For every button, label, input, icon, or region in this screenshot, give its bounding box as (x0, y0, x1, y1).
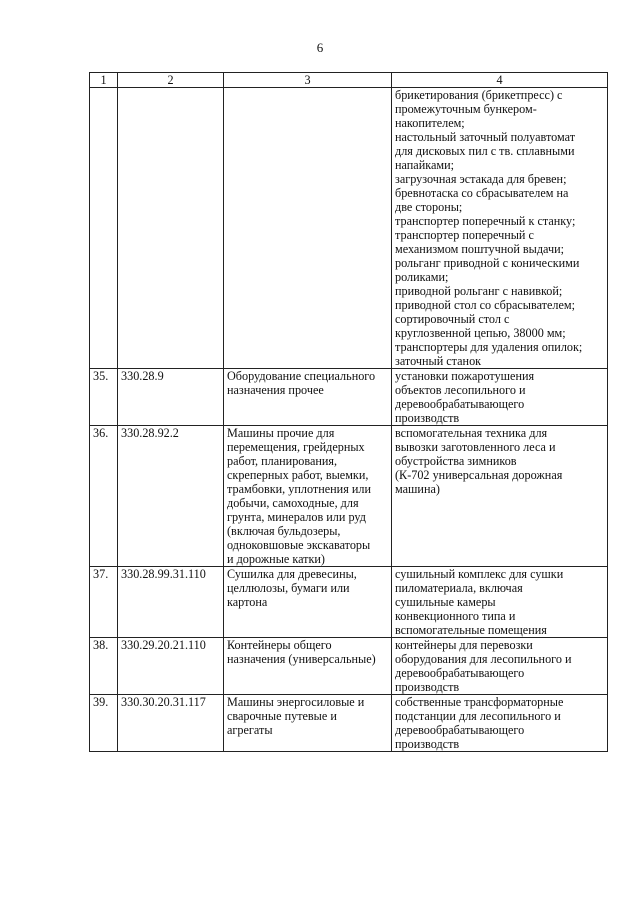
equipment-table (89, 72, 608, 752)
equipment-description-line: транспортер поперечный к станку; (395, 214, 576, 228)
table-header-row (90, 73, 608, 88)
equipment-description-line: конвекционного типа и (395, 609, 516, 623)
equipment-name-line: Машины прочие для (227, 426, 335, 440)
equipment-name-line: (включая бульдозеры, (227, 524, 341, 538)
okof-code: 330.28.92.2 (118, 426, 224, 567)
equipment-description-line: деревообрабатывающего (395, 723, 525, 737)
equipment-name-line: Сушилка для древесины, (227, 567, 357, 581)
equipment-description-line: напайками; (395, 158, 454, 172)
row-number (90, 88, 118, 369)
equipment-description-line: накопителем; (395, 116, 465, 130)
equipment-description-line: вспомогательные помещения (395, 623, 547, 637)
equipment-name-line: Контейнеры общего (227, 638, 332, 652)
equipment-description-line: объектов лесопильного и (395, 383, 526, 397)
equipment-description-line: сушильные камеры (395, 595, 496, 609)
header-col-4: 4 (392, 73, 608, 88)
okof-code: 330.29.20.21.110 (118, 638, 224, 695)
okof-code: 330.28.99.31.110 (118, 567, 224, 638)
table-row (90, 567, 608, 638)
equipment-name (224, 369, 392, 426)
equipment-description-line: оборудования для лесопильного и (395, 652, 572, 666)
equipment-description-line: приводной рольганг с навивкой; (395, 284, 563, 298)
equipment-description-line: две стороны; (395, 200, 463, 214)
equipment-description-line: роликами; (395, 270, 449, 284)
equipment-name-line: одноковшовые экскаваторы (227, 538, 371, 552)
table-row (90, 88, 608, 369)
equipment-description-line: рольганг приводной с коническими (395, 256, 580, 270)
okof-code: 330.28.9 (118, 369, 224, 426)
row-number: 35. (90, 369, 118, 426)
equipment-description-line: заточный станок (395, 354, 482, 368)
equipment-description-line: производств (395, 680, 460, 694)
okof-code: 330.30.20.31.117 (118, 695, 224, 752)
equipment-name-line: назначения прочее (227, 383, 324, 397)
equipment-description-line: собственные трансформаторные (395, 695, 564, 709)
table-row (90, 369, 608, 426)
header-col-1: 1 (90, 73, 118, 88)
table-row (90, 426, 608, 567)
equipment-name-line: целлюлозы, бумаги или (227, 581, 350, 595)
equipment-name-line: Оборудование специального (227, 369, 376, 383)
equipment-name (224, 695, 392, 752)
equipment-description-line: деревообрабатывающего (395, 666, 525, 680)
equipment-description-line: загрузочная эстакада для бревен; (395, 172, 567, 186)
equipment-description-line: для дисковых пил с тв. сплавными (395, 144, 575, 158)
equipment-name (224, 567, 392, 638)
equipment-description-line: брикетирования (брикетпресс) с (395, 88, 563, 102)
equipment-description-line: механизмом поштучной выдачи; (395, 242, 564, 256)
table-body (90, 88, 608, 752)
equipment-name-line: и дорожные катки) (227, 552, 325, 566)
equipment-description-line: настольный заточный полуавтомат (395, 130, 576, 144)
equipment-description-line: круглозвенной цепью, 38000 мм; (395, 326, 566, 340)
equipment-description-line: производств (395, 737, 460, 751)
equipment-description (392, 567, 608, 638)
equipment-name-line: картона (227, 595, 268, 609)
equipment-name-line: грунта, минералов или руд (227, 510, 366, 524)
equipment-name-line: добычи, самоходные, для (227, 496, 359, 510)
table-row (90, 695, 608, 752)
equipment-description-line: сортировочный стол с (395, 312, 510, 326)
equipment-description (392, 88, 608, 369)
equipment-name (224, 638, 392, 695)
equipment-description (392, 426, 608, 567)
equipment-description-line: вспомогательная техника для (395, 426, 548, 440)
equipment-description (392, 695, 608, 752)
equipment-description-line: транспортер поперечный с (395, 228, 534, 242)
equipment-description (392, 638, 608, 695)
row-number: 38. (90, 638, 118, 695)
equipment-description-line: транспортеры для удаления опилок; (395, 340, 583, 354)
equipment-description-line: приводной стол со сбрасывателем; (395, 298, 575, 312)
equipment-description-line: машина) (395, 482, 440, 496)
page-number: 6 (316, 40, 324, 55)
equipment-description-line: установки пожаротушения (395, 369, 535, 383)
equipment-description-line: бревнотаска со сбрасывателем на (395, 186, 569, 200)
equipment-name-line: Машины энергосиловые и (227, 695, 365, 709)
equipment-description-line: вывозки заготовленного леса и (395, 440, 556, 454)
equipment-description-line: промежуточным бункером- (395, 102, 537, 116)
equipment-name-line: перемещения, грейдерных (227, 440, 365, 454)
table-row (90, 638, 608, 695)
equipment-name (224, 88, 392, 369)
equipment-name-line: работ, планирования, (227, 454, 338, 468)
equipment-name-line: трамбовки, уплотнения или (227, 482, 371, 496)
okof-code (118, 88, 224, 369)
header-col-2: 2 (118, 73, 224, 88)
equipment-description-line: пиломатериала, включая (395, 581, 523, 595)
row-number: 37. (90, 567, 118, 638)
equipment-description-line: контейнеры для перевозки (395, 638, 533, 652)
equipment-description (392, 369, 608, 426)
header-col-3: 3 (224, 73, 392, 88)
row-number: 39. (90, 695, 118, 752)
equipment-description-line: подстанции для лесопильного и (395, 709, 561, 723)
equipment-description-line: обустройства зимников (395, 454, 517, 468)
row-number: 36. (90, 426, 118, 567)
equipment-description-line: деревообрабатывающего (395, 397, 525, 411)
equipment-name-line: назначения (универсальные) (227, 652, 376, 666)
equipment-description-line: производств (395, 411, 460, 425)
equipment-name-line: сварочные путевые и (227, 709, 337, 723)
equipment-name-line: агрегаты (227, 723, 273, 737)
equipment-name-line: скреперных работ, выемки, (227, 468, 369, 482)
equipment-description-line: сушильный комплекс для сушки (395, 567, 564, 581)
equipment-description-line: (К-702 универсальная дорожная (395, 468, 563, 482)
equipment-name (224, 426, 392, 567)
